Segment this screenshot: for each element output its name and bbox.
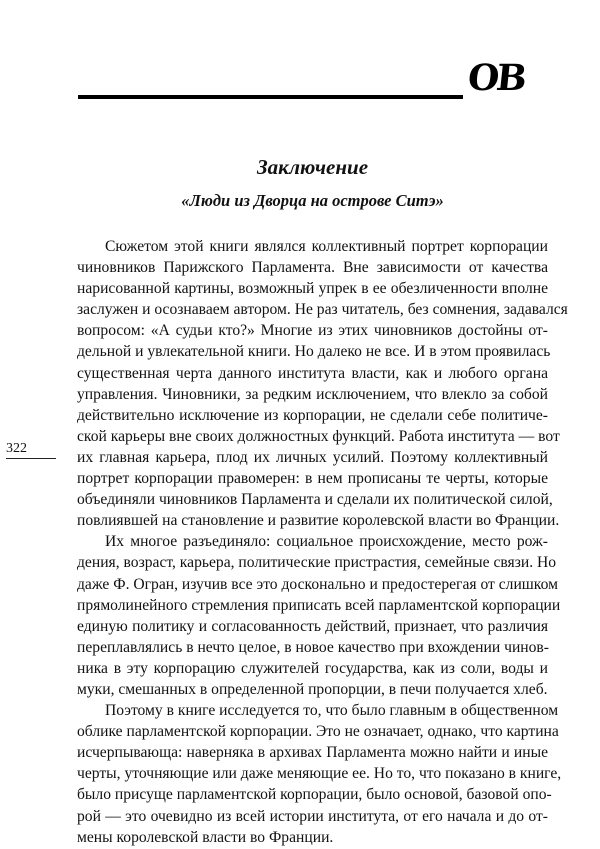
chapter-subtitle: «Люди из Дворца на острове Ситэ» [181,191,444,210]
text-line: дения, возраст, карьера, политические пристрастия, семейные связи. Но [77,554,557,572]
text-line: Их многое разъединяло: социальное происхождение, место рож- [105,533,548,551]
page-number: 322 [6,441,27,456]
text-line: ника в эту корпорацию служителей государства, как из соли, воды и [77,659,548,677]
chapter-title: Заключение [256,155,369,179]
text-line: повлиявшей на становление и развитие королевской власти во Франции. [77,512,560,530]
text-line: черты, уточняющие или даже меняющие ее. Но то, что показано в книге, [77,765,562,783]
page-number-rule [6,458,56,459]
text-line: заслужен и осознаваем автором. Не раз читатель, без сомнения, задавался [77,301,568,319]
text-line: чиновников Парижского Парламента. Вне зависимости от качества [77,259,548,277]
text-line: прямолинейного стремления приписать всей парламентской корпорации [77,596,561,614]
text-line: существенная черта данного института власти, как и любого органа [77,364,548,382]
text-line: портрет корпорации правомерен: в нем прописаны те черты, которые [77,470,548,488]
text-line: Поэтому в книге исследуется то, что было главным в общественном [105,702,559,720]
publisher-logo: OB [465,57,527,99]
text-line: ской карьеры вне своих должностных функций. Работа института — вот [77,427,560,445]
text-line: нарисованной картины, возможный упрек в ее обезличенности вполне [77,280,548,298]
text-line: муки, смешанных в определенной пропорции, в печи получается хлеб. [77,680,548,698]
text-line: их главная карьера, плод их личных усилий. Поэтому коллективный [77,448,548,466]
text-line: рой — это очевидно из всей истории института, от его начала и до от- [77,807,548,825]
text-line: даже Ф. Огран, изучив все это досконально и предостерегая от слишком [77,575,558,593]
text-line: единую политику и согласованность действий, признает, что различия [77,617,548,635]
text-line: управления. Чиновники, за редким исключением, что влекло за собой [77,385,548,403]
text-line: мены королевской власти во Франции. [77,828,334,846]
text-line: переплавлялись в нечто целое, в новое качество при вхождении чинов- [77,638,549,656]
header-rule [78,95,463,99]
text-line: действительно исключение из корпорации, не сделали себе политиче- [77,406,548,424]
text-line: Сюжетом этой книги являлся коллективный портрет корпорации [105,238,548,255]
text-line: дельной и увлекательной книги. Но далеко не все. И в этом проявилась [77,343,551,361]
text-body [77,236,568,848]
text-line: вопросом: «А судьи кто?» Многие из этих чиновников достойны от- [77,322,548,340]
text-line: облике парламентской корпорации. Это не означает, однако, что картина [77,723,559,741]
text-line: было присуще парламентской корпорации, было основой, базовой опо- [77,786,552,804]
text-line: объединяли чиновников Парламента и сделали их политической силой, [77,491,553,509]
text-line: исчерпывающа: наверняка в архивах Парламента можно найти и иные [77,744,548,762]
